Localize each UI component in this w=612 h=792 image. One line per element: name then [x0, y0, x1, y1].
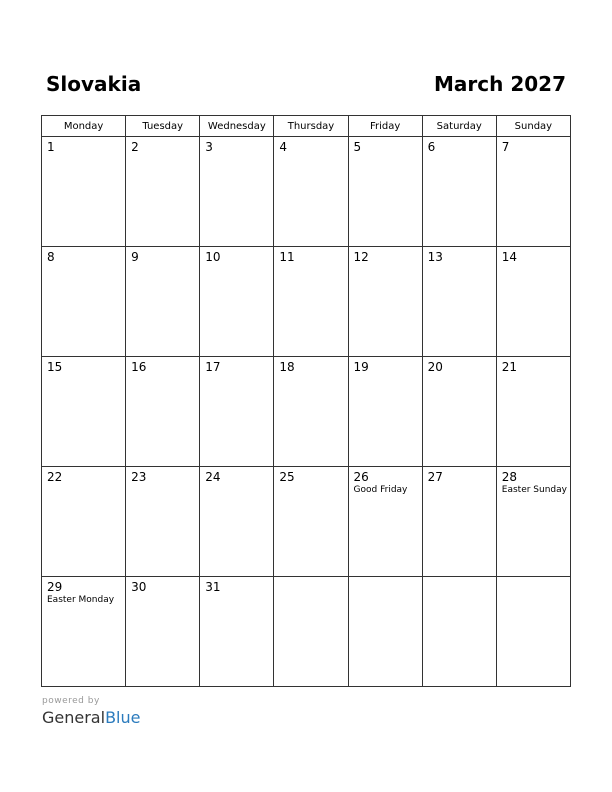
weekday-header: Wednesday [200, 116, 274, 137]
generalblue-branding [42, 696, 140, 728]
day-number: 22 [47, 470, 63, 484]
day-cell [348, 577, 422, 687]
day-cell [422, 247, 496, 357]
day-number: 14 [501, 250, 518, 264]
day-cell [496, 137, 570, 247]
day-cell [126, 137, 200, 247]
day-number: 31 [205, 580, 221, 594]
day-number: 20 [427, 360, 443, 374]
day-cell [42, 357, 126, 467]
day-cell [274, 467, 348, 577]
day-number: 2 [131, 140, 139, 154]
day-number [274, 577, 347, 580]
week-row [42, 357, 571, 467]
day-number: 30 [131, 580, 147, 594]
day-number: 9 [131, 250, 139, 264]
day-cell [422, 137, 496, 247]
day-cell [126, 357, 200, 467]
day-number: 3 [205, 140, 213, 154]
day-number: 17 [205, 360, 221, 374]
calendar-grid [41, 115, 571, 687]
day-number: 11 [279, 250, 295, 264]
day-cell [42, 467, 126, 577]
day-number: 26 [353, 470, 369, 484]
day-cell [274, 357, 348, 467]
day-cell [348, 467, 422, 577]
day-number: 13 [427, 250, 443, 264]
day-cell [126, 247, 200, 357]
day-number: 21 [501, 360, 518, 374]
day-number [497, 577, 570, 580]
day-number: 10 [205, 250, 221, 264]
day-number: 8 [47, 250, 55, 264]
day-number: 25 [279, 470, 295, 484]
weekday-header: Friday [348, 116, 422, 137]
day-number: 7 [501, 140, 510, 154]
day-number: 5 [353, 140, 362, 154]
day-number: 15 [47, 360, 63, 374]
day-cell [274, 577, 348, 687]
day-number: 12 [353, 250, 369, 264]
day-number: 19 [353, 360, 369, 374]
day-cell [274, 247, 348, 357]
country-title: Slovakia [46, 72, 142, 96]
logo-blue-text: Blue [105, 708, 141, 727]
day-number: 27 [427, 470, 443, 484]
holiday-label: Good Friday [353, 485, 408, 495]
weekday-header: Saturday [422, 116, 496, 137]
day-cell [200, 247, 274, 357]
holiday-label: Easter Monday [47, 595, 115, 605]
powered-by-text: powered by [42, 696, 100, 706]
day-number: 4 [279, 140, 288, 154]
day-number: 23 [131, 470, 147, 484]
day-number: 24 [205, 470, 221, 484]
day-number: 28 [501, 470, 518, 484]
day-number [349, 577, 422, 580]
day-cell [348, 247, 422, 357]
day-cell [42, 247, 126, 357]
day-cell [126, 467, 200, 577]
day-cell [422, 357, 496, 467]
day-cell [42, 137, 126, 247]
week-row [42, 137, 571, 247]
weekday-header: Tuesday [126, 116, 200, 137]
generalblue-logo [42, 708, 140, 728]
day-cell [422, 577, 496, 687]
day-cell [496, 247, 570, 357]
day-number [423, 577, 496, 580]
day-number: 16 [131, 360, 147, 374]
day-cell [200, 577, 274, 687]
day-cell [274, 137, 348, 247]
week-row [42, 577, 571, 687]
day-number: 18 [279, 360, 295, 374]
day-cell [200, 357, 274, 467]
day-number: 29 [47, 580, 63, 594]
day-cell [42, 577, 126, 687]
day-number: 6 [427, 140, 436, 154]
week-row [42, 467, 571, 577]
month-year-title: March 2027 [434, 72, 566, 96]
day-cell [496, 577, 570, 687]
day-cell [126, 577, 200, 687]
week-row [42, 247, 571, 357]
day-cell [200, 137, 274, 247]
holiday-label: Easter Sunday [501, 485, 567, 495]
day-number: 1 [47, 140, 55, 154]
day-cell [496, 467, 570, 577]
day-cell [348, 137, 422, 247]
day-cell [200, 467, 274, 577]
logo-general-text: General [42, 708, 106, 727]
weekday-header: Monday [42, 116, 126, 137]
weekday-header: Thursday [274, 116, 348, 137]
weekday-header-row [42, 116, 571, 137]
weekday-header: Sunday [496, 116, 570, 137]
day-cell [348, 357, 422, 467]
day-cell [422, 467, 496, 577]
day-cell [496, 357, 570, 467]
